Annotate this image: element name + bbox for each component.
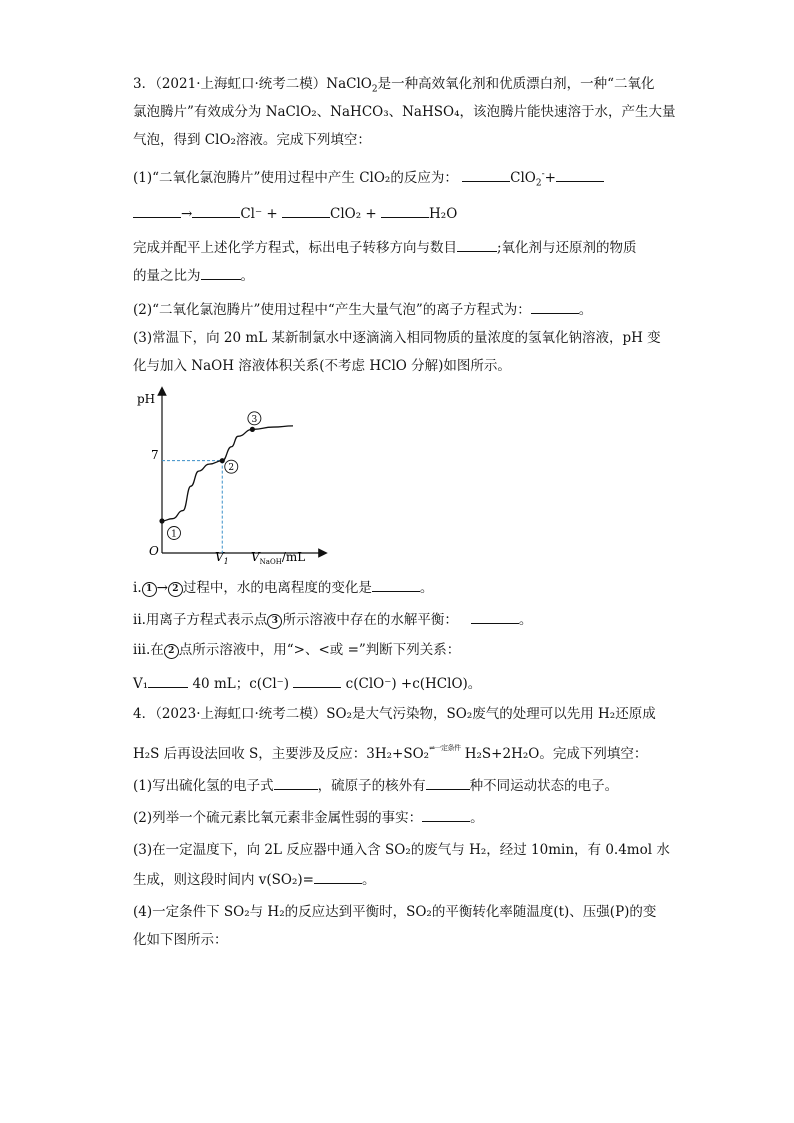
sub-i-prefix: i. xyxy=(133,580,142,596)
point-label-2: 2 xyxy=(228,463,235,474)
reaction-condition: 一定条件 xyxy=(434,744,461,752)
ratio-text: 的量之比为 xyxy=(133,268,201,284)
q3-part1-equation xyxy=(133,203,457,223)
y-tick-7: 7 xyxy=(151,448,159,462)
q3-part2-text: (2)“二氧化氯泡腾片”使用过程中“产生大量气泡”的离子方程式为： xyxy=(133,302,531,318)
q4-part3-text: 生成，则这段时间内 v(SO₂)= xyxy=(133,872,314,888)
y-axis-label: pH xyxy=(137,392,156,406)
data-point-2 xyxy=(220,458,225,463)
q4-part4-line1: (4)一定条件下 SO₂与 H₂的反应达到平衡时，SO₂的平衡转化率随温度(t)、压强(P)的变 xyxy=(133,904,657,920)
circled-3: 3 xyxy=(267,614,282,629)
q3-part1-ratio xyxy=(133,265,254,285)
period: 。 xyxy=(470,810,484,826)
point-label-1: 1 xyxy=(171,529,177,540)
answer-blank[interactable] xyxy=(471,609,519,624)
relation-a: 40 mL；c(Cl⁻) xyxy=(192,676,290,692)
q3-line2: 氯泡腾片”有效成分为 NaClO₂、NaHCO₃、NaHSO₄，该泡腾片能快速溶于水，产生大量 xyxy=(133,104,676,120)
instruction-text: 完成并配平上述化学方程式，标出电子转移方向与数目 xyxy=(133,240,457,256)
q3-header-tail: 是一种高效氧化剂和优质漂白剂，一种“二氧化 xyxy=(377,76,655,92)
q4-reaction-left: H₂S 后再设法回收 S，主要涉及反应：3H₂+SO₂ xyxy=(133,746,430,762)
period: 。 xyxy=(362,872,376,888)
species-sub: 2 xyxy=(535,178,542,189)
x-axis-label: $V_{NaOH}/mL$ xyxy=(251,550,306,566)
q4-part1 xyxy=(133,775,618,795)
arrow: → xyxy=(156,580,168,596)
answer-blank[interactable] xyxy=(556,167,604,182)
period: 。 xyxy=(578,302,593,318)
circled-2: 2 xyxy=(168,582,183,597)
answer-blank[interactable] xyxy=(457,237,497,252)
relation-b: c(ClO⁻) +c(HClO)。 xyxy=(345,676,482,692)
x-tick-v1: $V_1$ xyxy=(215,550,229,566)
q3-part3-line2: 化与加入 NaOH 溶液体积关系(不考虑 HClO 分解)如图所示。 xyxy=(133,358,511,374)
q3-header-text: 3．（2021·上海虹口·统考二模）NaClO xyxy=(133,76,372,92)
period: 。 xyxy=(419,580,434,596)
answer-blank[interactable] xyxy=(293,673,341,688)
q4-line2 xyxy=(133,739,647,763)
q4-reaction-right: H₂S+2H₂O。完成下列填空： xyxy=(464,746,648,762)
q3-sub-iii-relations xyxy=(133,673,481,693)
reaction-arrow: → xyxy=(181,206,193,222)
answer-blank[interactable] xyxy=(372,577,420,592)
q3-line3: 气泡，得到 ClO₂溶液。完成下列填空： xyxy=(133,132,371,148)
species-cl: Cl⁻ + xyxy=(240,206,278,222)
data-point-3 xyxy=(250,427,255,432)
answer-blank[interactable] xyxy=(133,203,181,218)
period: 。 xyxy=(240,268,254,284)
answer-blank[interactable] xyxy=(381,203,429,218)
species-clo2: ClO xyxy=(510,170,536,186)
circled-1: 1 xyxy=(142,582,157,597)
q3-sub-ii xyxy=(133,609,532,629)
plus-sign: + xyxy=(544,170,556,186)
sub-ii-text-b: 所示溶液中存在的水解平衡： xyxy=(282,612,458,628)
answer-blank[interactable] xyxy=(274,775,318,790)
q4-part3-line1: (3)在一定温度下，向 2L 反应器中通入含 SO₂的废气与 H₂，经过 10min，有 0.4mol 水 xyxy=(133,842,670,858)
answer-blank[interactable] xyxy=(531,299,579,314)
ph-titration-chart xyxy=(133,385,333,570)
answer-blank[interactable] xyxy=(201,265,241,280)
q3-part1-instruction xyxy=(133,237,637,257)
q3-part3-line1: (3)常温下，向 20 mL 某新制氯水中逐滴滴入相同物质的量浓度的氢氧化钠溶液，pH 变 xyxy=(133,330,661,346)
answer-blank[interactable] xyxy=(148,673,188,688)
q4-part2 xyxy=(133,807,484,827)
species-charge: - xyxy=(541,169,545,180)
instruction-tail: ;氧化剂与还原剂的物质 xyxy=(497,240,637,256)
v1-symbol: V₁ xyxy=(133,676,149,692)
circled-2: 2 xyxy=(164,644,179,659)
q3-header-sub: 2 xyxy=(371,84,378,95)
answer-blank[interactable] xyxy=(462,167,510,182)
q4-part4-line2: 化如下图所示： xyxy=(133,932,228,948)
q3-sub-iii xyxy=(133,641,460,659)
sub-ii-text: ii.用离子方程式表示点 xyxy=(133,612,268,628)
q3-part2 xyxy=(133,299,592,319)
data-point-1 xyxy=(159,518,164,523)
q4-part1-text: (1)写出硫化氢的电子式 xyxy=(133,778,274,794)
answer-blank[interactable] xyxy=(314,869,362,884)
species-clo2-product: ClO₂ + xyxy=(330,206,377,222)
ph-curve xyxy=(162,426,293,521)
origin-label: O xyxy=(149,544,159,558)
period: 。 xyxy=(518,612,533,628)
species-h2o: H₂O xyxy=(429,206,458,222)
answer-blank[interactable] xyxy=(426,775,470,790)
answer-blank[interactable] xyxy=(422,807,470,822)
q4-part2-text: (2)列举一个硫元素比氧元素非金属性弱的事实： xyxy=(133,810,423,826)
q4-part1-mid: ，硫原子的核外有 xyxy=(317,778,426,794)
q4-part3-line2 xyxy=(133,869,376,889)
q3-part1 xyxy=(133,167,604,187)
sub-iii-text: iii.在 xyxy=(133,642,164,658)
answer-blank[interactable] xyxy=(192,203,240,218)
answer-blank[interactable] xyxy=(282,203,330,218)
q4-part1-tail: 种不同运动状态的电子。 xyxy=(469,778,619,794)
equilibrium-arrow-icon: ⇌一定条件 xyxy=(429,744,461,752)
q4-header: 4．（2023·上海虹口·统考二模）SO₂是大气污染物，SO₂废气的处理可以先用 H₂还原成 xyxy=(133,706,656,722)
sub-i-text: 过程中，水的电离程度的变化是 xyxy=(182,580,372,596)
sub-iii-text-b: 点所示溶液中，用“>、<或 =”判断下列关系： xyxy=(178,642,461,658)
q3-header xyxy=(133,75,655,93)
point-label-3: 3 xyxy=(251,414,258,425)
q3-sub-i xyxy=(133,577,433,597)
q3-part1-text: (1)“二氧化氯泡腾片”使用过程中产生 ClO₂的反应为： xyxy=(133,170,458,186)
